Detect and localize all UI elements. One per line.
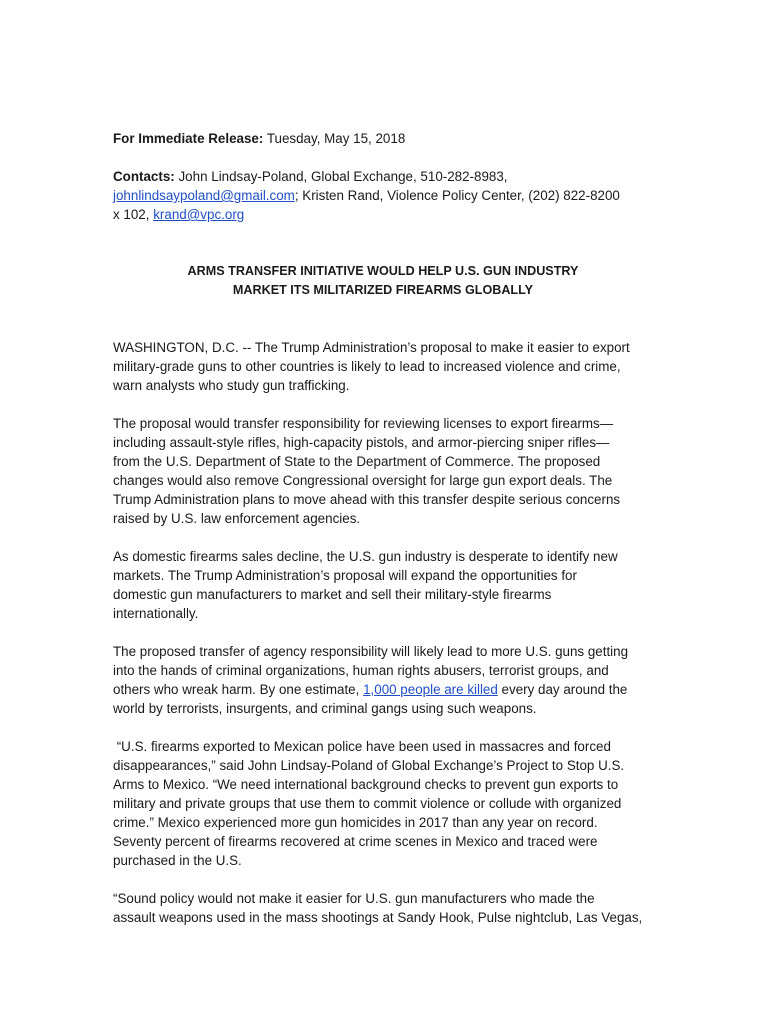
- release-label: For Immediate Release:: [113, 131, 264, 146]
- paragraph-line: Trump Administration plans to move ahead with this transfer despite serious concerns: [113, 492, 621, 507]
- paragraph-line: from the U.S. Department of State to the Department of Commerce. The proposed: [113, 454, 601, 469]
- email-link-krand[interactable]: krand@vpc.org: [153, 207, 245, 222]
- paragraph-line: crime.” Mexico experienced more gun homicides in 2017 than any year on record.: [113, 815, 598, 830]
- paragraph-line: [113, 680, 653, 699]
- paragraph-line: military-grade guns to other countries is likely to lead to increased violence and crime,: [113, 359, 621, 374]
- paragraph-line: “Sound policy would not make it easier for U.S. gun manufacturers who made the: [113, 891, 595, 906]
- paragraph-text: others who wreak harm. By one estimate,: [113, 682, 364, 697]
- contacts-label: Contacts:: [113, 169, 175, 184]
- paragraph-line: internationally.: [113, 606, 199, 621]
- paragraph-3: [113, 547, 653, 623]
- estimate-link[interactable]: 1,000 people are killed: [363, 682, 498, 697]
- release-line: [113, 129, 653, 148]
- contacts-line-2: [113, 186, 653, 205]
- paragraph-line: changes would also remove Congressional oversight for large gun export deals. The: [113, 473, 613, 488]
- paragraph-line: “U.S. firearms exported to Mexican police have been used in massacres and forced: [113, 739, 611, 754]
- paragraph-line: Arms to Mexico. “We need international background checks to prevent gun exports to: [113, 777, 619, 792]
- paragraph-line: warn analysts who study gun trafficking.: [113, 378, 350, 393]
- paragraph-2: [113, 414, 653, 528]
- paragraph-line: into the hands of criminal organizations, human rights abusers, terrorist groups, and: [113, 663, 609, 678]
- paragraph-line: As domestic firearms sales decline, the U.S. gun industry is desperate to identify new: [113, 549, 618, 564]
- contact-text-1: John Lindsay-Poland, Global Exchange, 510-282-8983,: [178, 169, 508, 184]
- paragraph-line: assault weapons used in the mass shootings at Sandy Hook, Pulse nightclub, Las Vegas,: [113, 910, 643, 925]
- headline-line-2: MARKET ITS MILITARIZED FIREARMS GLOBALLY: [232, 283, 534, 297]
- paragraph-line: world by terrorists, insurgents, and criminal gangs using such weapons.: [113, 701, 537, 716]
- paragraph-line: WASHINGTON, D.C. -- The Trump Administration’s proposal to make it easier to export: [113, 340, 630, 355]
- paragraph-line: including assault-style rifles, high-capacity pistols, and armor-piercing sniper rifles—: [113, 435, 610, 450]
- paragraph-line: raised by U.S. law enforcement agencies.: [113, 511, 361, 526]
- contact-text-3: x 102,: [113, 207, 150, 222]
- contacts-line-3: [113, 205, 653, 224]
- headline-line-1: ARMS TRANSFER INITIATIVE WOULD HELP U.S. GUN INDUSTRY: [187, 264, 579, 278]
- paragraph-5: [113, 737, 653, 870]
- paragraph-line: The proposal would transfer responsibility for reviewing licenses to export firearms—: [113, 416, 614, 431]
- paragraph-line: military and private groups that use them to commit violence or collude with organized: [113, 796, 622, 811]
- release-date: Tuesday, May 15, 2018: [266, 131, 406, 146]
- paragraph-6: [113, 889, 653, 927]
- email-link-john[interactable]: johnlindsaypoland@gmail.com: [113, 188, 295, 203]
- contact-text-2: ; Kristen Rand, Violence Policy Center, (202) 822-8200: [294, 188, 620, 203]
- paragraph-1: [113, 338, 653, 395]
- paragraph-text: every day around the: [497, 682, 628, 697]
- press-release-body: [113, 129, 653, 927]
- contacts-line-1: [113, 167, 653, 186]
- paragraph-4: [113, 642, 653, 718]
- paragraph-line: disappearances,” said John Lindsay-Poland of Global Exchange’s Project to Stop U.S.: [113, 758, 625, 773]
- paragraph-line: purchased in the U.S.: [113, 853, 242, 868]
- paragraph-line: The proposed transfer of agency responsibility will likely lead to more U.S. guns getting: [113, 644, 629, 659]
- paragraph-line: Seventy percent of firearms recovered at crime scenes in Mexico and traced were: [113, 834, 598, 849]
- paragraph-line: markets. The Trump Administration’s proposal will expand the opportunities for: [113, 568, 577, 583]
- paragraph-line: domestic gun manufacturers to market and sell their military-style firearms: [113, 587, 552, 602]
